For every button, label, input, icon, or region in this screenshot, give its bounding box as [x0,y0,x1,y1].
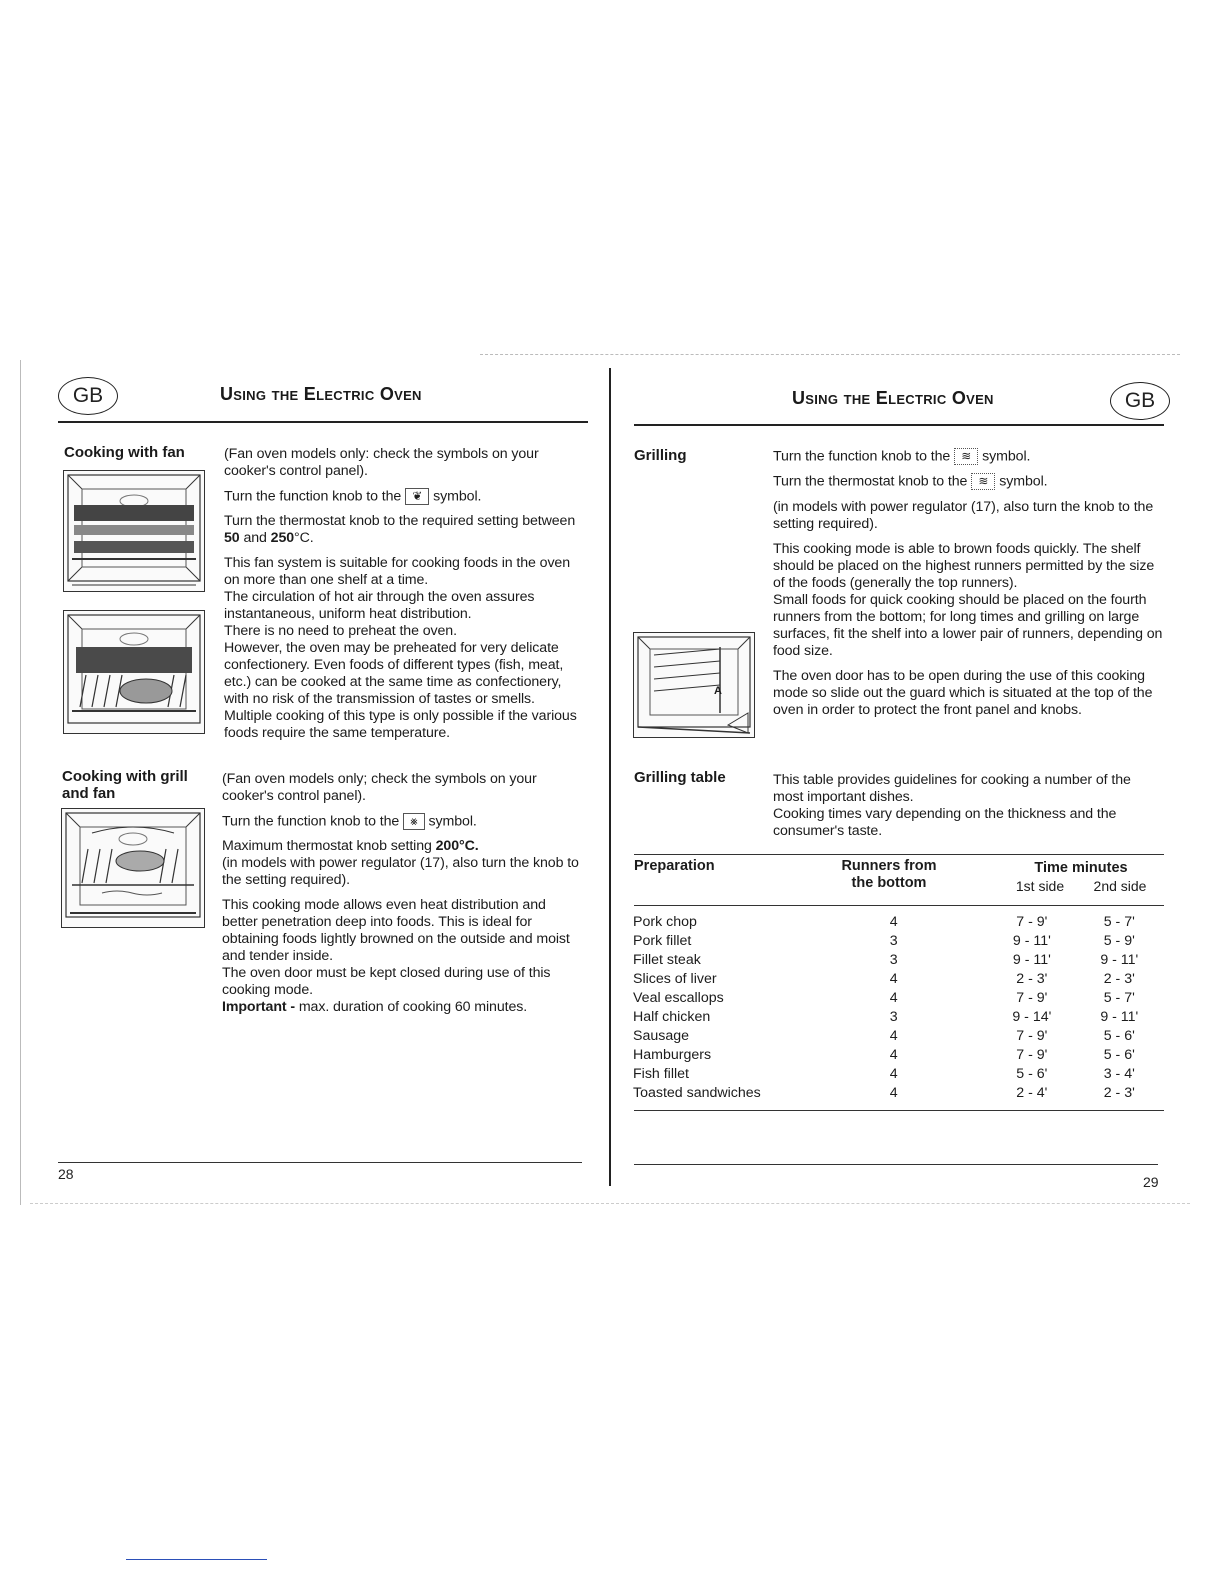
runners-cell: 3 [889,932,898,949]
table-header-rule [634,905,1164,906]
first-side-time-cell: 7 - 9' [1016,913,1048,930]
temperature-value: 200°C. [435,838,479,855]
section-body-cooking-with-grill-and-fan [222,771,584,1016]
fan-symbol-icon: ❦ [405,488,429,505]
grill-symbol-icon: ≋ [954,448,978,465]
table-top-rule [634,854,1164,855]
runners-cell: 4 [889,1084,898,1101]
temperature-value: 50 [224,530,240,547]
paragraph: (Fan oven models only: check the symbols on your cooker's control panel). [224,446,539,479]
table-row [633,950,1163,969]
table-row [633,969,1163,988]
paragraph [222,813,584,830]
runners-cell: 4 [889,989,898,1006]
paragraph [222,999,584,1016]
first-side-time-cell: 9 - 14' [1012,1008,1052,1025]
text-fragment: °C. [294,530,314,547]
text-fragment: and [243,530,267,547]
runners-cell: 4 [889,913,898,930]
section-body-cooking-with-fan [224,446,584,742]
text-fragment: symbol. [982,448,1031,465]
dish-cell: Fish fillet [633,1065,689,1082]
paragraph: The oven door must be kept closed during use of this cooking mode. [222,965,551,999]
table-row [633,1045,1163,1064]
section-label-grilling-table: Grilling table [634,769,726,786]
section-label-grilling: Grilling [634,447,687,464]
oven-grill-fan-illustration [61,808,205,928]
important-label: Important - [222,999,295,1016]
footer-rule-left [58,1162,582,1163]
column-header-time: Time minutes [1034,860,1128,876]
dish-cell: Veal escallops [633,989,724,1006]
grilling-table-intro [773,772,1163,840]
dish-cell: Fillet steak [633,951,701,968]
runners-cell: 3 [889,1008,898,1025]
runners-cell: 4 [889,970,898,987]
page-title-right: Using the Electric Oven [792,388,994,408]
paragraph: (Fan oven models only; check the symbols on your cooker's control panel). [222,771,537,804]
section-label-cooking-with-fan: Cooking with fan [64,444,185,461]
grilling-table-body [633,912,1163,1102]
scan-top-edge [480,354,1180,355]
paragraph: (in models with power regulator (17), also turn the knob to the setting required). [773,498,1154,532]
first-side-time-cell: 7 - 9' [1016,1046,1048,1063]
text-fragment: symbol. [999,473,1048,490]
paragraph [224,513,584,547]
column-header-runners [814,858,964,892]
paragraph: The circulation of hot air through the oven assures instantaneous, uniform heat distribution. [224,589,535,623]
dish-cell: Half chicken [633,1008,711,1025]
scan-bottom-edge [30,1203,1190,1204]
grilling-table-header [634,858,1164,898]
scan-left-edge [20,360,21,1205]
column-header-runners-line2: the bottom [851,875,927,891]
second-side-time-cell: 5 - 7' [1103,913,1135,930]
second-side-time-cell: 5 - 7' [1103,989,1135,1006]
first-side-time-cell: 9 - 11' [1012,951,1051,968]
second-side-time-cell: 2 - 3' [1103,1084,1135,1101]
paragraph: However, the oven may be preheated for very delicate confectionery. Even foods of different types (fish, meat, etc.) can be cooked at the same time as confectionery, with no risk of the transmission of tastes or smells. [224,640,564,708]
text-fragment: Turn the function knob to the [222,813,400,830]
temperature-value: 250 [270,530,295,547]
grill-fan-symbol-icon: ⨳ [403,813,424,830]
paragraph [224,488,584,505]
table-row [633,1007,1163,1026]
first-side-time-cell: 5 - 6' [1016,1065,1048,1082]
spine-divider [609,368,611,1186]
language-badge-left: GB [58,377,118,415]
section-label-cooking-with-grill-and-fan: Cooking with grill and fan [62,768,188,802]
column-header-runners-line1: Runners from [841,858,937,874]
grill-symbol-icon: ≋ [971,473,995,490]
page-number-left: 28 [58,1166,74,1182]
second-side-time-cell: 9 - 11' [1100,951,1139,968]
illustration-marker-a: A [714,685,722,697]
table-row [633,1026,1163,1045]
scan-blue-mark [126,1559,267,1560]
dish-cell: Pork fillet [633,932,692,949]
paragraph: This fan system is suitable for cooking foods in the oven on more than one shelf at a time. [224,555,571,589]
runners-cell: 4 [889,1027,898,1044]
paragraph: Multiple cooking of this type is only possible if the various foods require the same temperature. [224,708,577,742]
table-row [633,1064,1163,1083]
table-row [633,1083,1163,1102]
paragraph: Cooking times vary depending on the thickness and the consumer's taste. [773,806,1117,839]
first-side-time-cell: 7 - 9' [1016,989,1048,1006]
column-header-1st-side: 1st side [1015,878,1065,894]
paragraph [222,838,584,855]
dish-cell: Toasted sandwiches [633,1084,761,1101]
text-fragment: Turn the thermostat knob to the [773,473,968,490]
header-rule-left [58,421,588,423]
oven-fan-illustration-meat [63,610,205,734]
paragraph: This table provides guidelines for cooking a number of the most important dishes. [773,772,1131,805]
text-fragment: max. duration of cooking 60 minutes. [298,999,528,1016]
second-side-time-cell: 2 - 3' [1103,970,1135,987]
text-fragment: symbol. [428,813,477,830]
table-row [633,988,1163,1007]
text-fragment: Maximum thermostat knob setting [222,838,432,855]
runners-cell: 4 [889,1046,898,1063]
paragraph: This cooking mode allows even heat distribution and better penetration deep into foods. This is ideal for obtaining foods lightly browned on the outside and moist and tender inside. [222,897,570,965]
second-side-time-cell: 5 - 6' [1103,1046,1135,1063]
paragraph [773,473,1163,490]
second-side-time-cell: 3 - 4' [1103,1065,1135,1082]
paragraph: (in models with power regulator (17), also turn the knob to the setting required). [222,855,579,889]
first-side-time-cell: 2 - 4' [1016,1084,1048,1101]
dish-cell: Pork chop [633,913,697,930]
header-rule-right [634,424,1164,426]
table-row [633,912,1163,931]
dish-cell: Slices of liver [633,970,717,987]
first-side-time-cell: 9 - 11' [1012,932,1051,949]
dish-cell: Hamburgers [633,1046,712,1063]
text-fragment: symbol. [433,488,482,505]
first-side-time-cell: 7 - 9' [1016,1027,1048,1044]
second-side-time-cell: 5 - 9' [1103,932,1135,949]
table-bottom-rule [634,1110,1164,1111]
paragraph: There is no need to preheat the oven. [224,623,457,640]
second-side-time-cell: 9 - 11' [1100,1008,1139,1025]
paragraph: Small foods for quick cooking should be placed on the fourth runners from the bottom; for long times and grilling on large surfaces, fit the shelf into a lower pair of runners, depending on food size. [773,591,1163,659]
paragraph: The oven door has to be open during the use of this cooking mode so slide out the guard which is situated at the top of the oven in order to protect the front panel and knobs. [773,667,1153,718]
language-badge-right: GB [1110,382,1170,420]
footer-rule-right [634,1164,1158,1165]
first-side-time-cell: 2 - 3' [1016,970,1048,987]
dish-cell: Sausage [633,1027,690,1044]
paragraph [773,448,1163,465]
runners-cell: 3 [889,951,898,968]
table-row [633,931,1163,950]
grilling-table [633,912,1163,1102]
oven-fan-illustration-two-shelves [63,470,205,592]
column-header-2nd-side: 2nd side [1093,878,1147,894]
second-side-time-cell: 5 - 6' [1103,1027,1135,1044]
column-header-preparation: Preparation [634,858,715,874]
runners-cell: 4 [889,1065,898,1082]
page-number-right: 29 [1143,1174,1159,1190]
paragraph: This cooking mode is able to brown foods quickly. The shelf should be placed on the highest runners permitted by the size of the foods (generally the top runners). [773,540,1155,591]
text-fragment: Turn the function knob to the [773,448,951,465]
section-body-grilling [773,448,1163,719]
page-title-left: Using the Electric Oven [220,384,422,404]
oven-grill-illustration [633,632,755,738]
text-fragment: Turn the thermostat knob to the required setting between [224,513,576,530]
text-fragment: Turn the function knob to the [224,488,402,505]
